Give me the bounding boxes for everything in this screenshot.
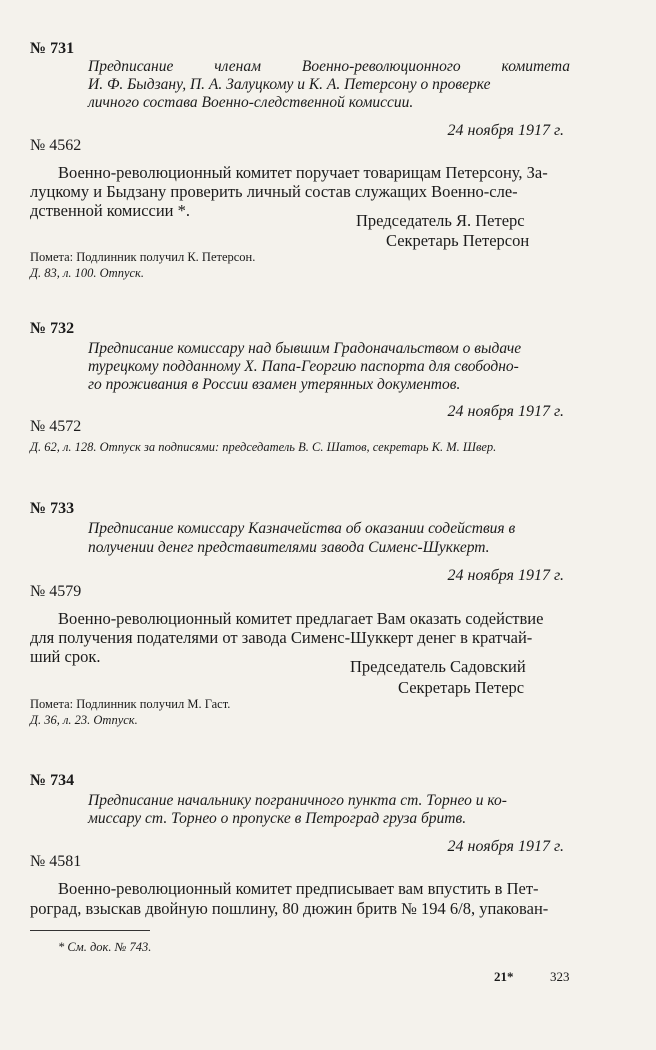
doc-heading-line: Предписание комиссару Казначейства об оказании содействия в bbox=[88, 520, 516, 537]
doc-archive-ref: Д. 62, л. 128. Отпуск за подписями: председатель В. С. Шатов, секретарь К. М. Швер. bbox=[30, 440, 497, 454]
doc-date: 24 ноября 1917 г. bbox=[447, 567, 564, 584]
doc-heading-line: миссару ст. Торнео о пропуске в Петроград груза бритв. bbox=[88, 810, 467, 827]
doc-registry-number: № 4562 bbox=[30, 137, 82, 154]
signature-secretary: Секретарь Петерсон bbox=[386, 231, 530, 250]
footnote-rule bbox=[30, 930, 150, 931]
doc-heading-line: получении денег представителями завода Сименс-Шуккерт. bbox=[88, 539, 490, 556]
footnote bbox=[58, 940, 151, 954]
doc-heading-line: Предписание комиссару над бывшим Градоначальством о выдаче bbox=[88, 340, 522, 357]
doc-number: № 731 bbox=[30, 40, 75, 57]
doc-heading-line: И. Ф. Быдзану, П. А. Залуцкому и К. А. Петерсону о проверке bbox=[88, 76, 491, 93]
signature-chairman: Председатель Я. Петерс bbox=[356, 211, 525, 230]
doc-heading-line: го проживания в России взамен утерянных документов. bbox=[88, 376, 461, 393]
doc-body-line: для получения подателями от завода Сименс-Шуккерт денег в кратчай- bbox=[30, 628, 533, 647]
doc-note: Помета: Подлинник получил М. Гаст. bbox=[30, 697, 231, 711]
doc-number: № 732 bbox=[30, 320, 75, 337]
doc-body-line: Военно-революционный комитет предлагает Вам оказать содействие bbox=[58, 609, 544, 628]
doc-registry-number: № 4581 bbox=[30, 853, 82, 870]
doc-heading-line: Предписание начальнику пограничного пункта ст. Торнео и ко- bbox=[88, 792, 507, 809]
doc-date: 24 ноября 1917 г. bbox=[447, 122, 564, 139]
doc-body-line: дственной комиссии *. bbox=[30, 201, 191, 220]
doc-heading-line: личного состава Военно-следственной комиссии. bbox=[88, 94, 414, 111]
doc-body-line: ший срок. bbox=[30, 647, 101, 666]
doc-body-line: Военно-революционный комитет предписывает вам впустить в Пет- bbox=[58, 879, 539, 898]
signature-chairman: Председатель Садовский bbox=[350, 657, 526, 676]
doc-heading-line: Предписание членам Военно-революционного комитета bbox=[88, 58, 570, 75]
signature-mark: 21* bbox=[494, 969, 514, 984]
doc-archive-ref: Д. 36, л. 23. Отпуск. bbox=[30, 713, 138, 727]
doc-date: 24 ноября 1917 г. bbox=[447, 403, 564, 420]
doc-body-line: луцкому и Быдзану проверить личный состав служащих Военно-сле- bbox=[30, 182, 518, 201]
doc-heading-line: турецкому подданному Х. Папа-Георгию паспорта для свободно- bbox=[88, 358, 519, 375]
doc-archive-ref: Д. 83, л. 100. Отпуск. bbox=[30, 266, 145, 280]
doc-registry-number: № 4579 bbox=[30, 583, 82, 600]
doc-registry-number: № 4572 bbox=[30, 418, 82, 435]
footnote-text: * См. док. № 743. bbox=[58, 940, 152, 954]
page-number: 323 bbox=[550, 969, 570, 984]
doc-body-line: Военно-революционный комитет поручает товарищам Петерсону, За- bbox=[58, 163, 548, 182]
signature-secretary: Секретарь Петерс bbox=[398, 678, 525, 697]
doc-date: 24 ноября 1917 г. bbox=[447, 838, 564, 855]
doc-note: Помета: Подлинник получил К. Петерсон. bbox=[30, 250, 256, 264]
doc-number: № 733 bbox=[30, 500, 75, 517]
doc-number: № 734 bbox=[30, 772, 75, 789]
doc-body-line: роград, взыскав двойную пошлину, 80 дюжин бритв № 194 6/8, упакован- bbox=[30, 899, 549, 918]
